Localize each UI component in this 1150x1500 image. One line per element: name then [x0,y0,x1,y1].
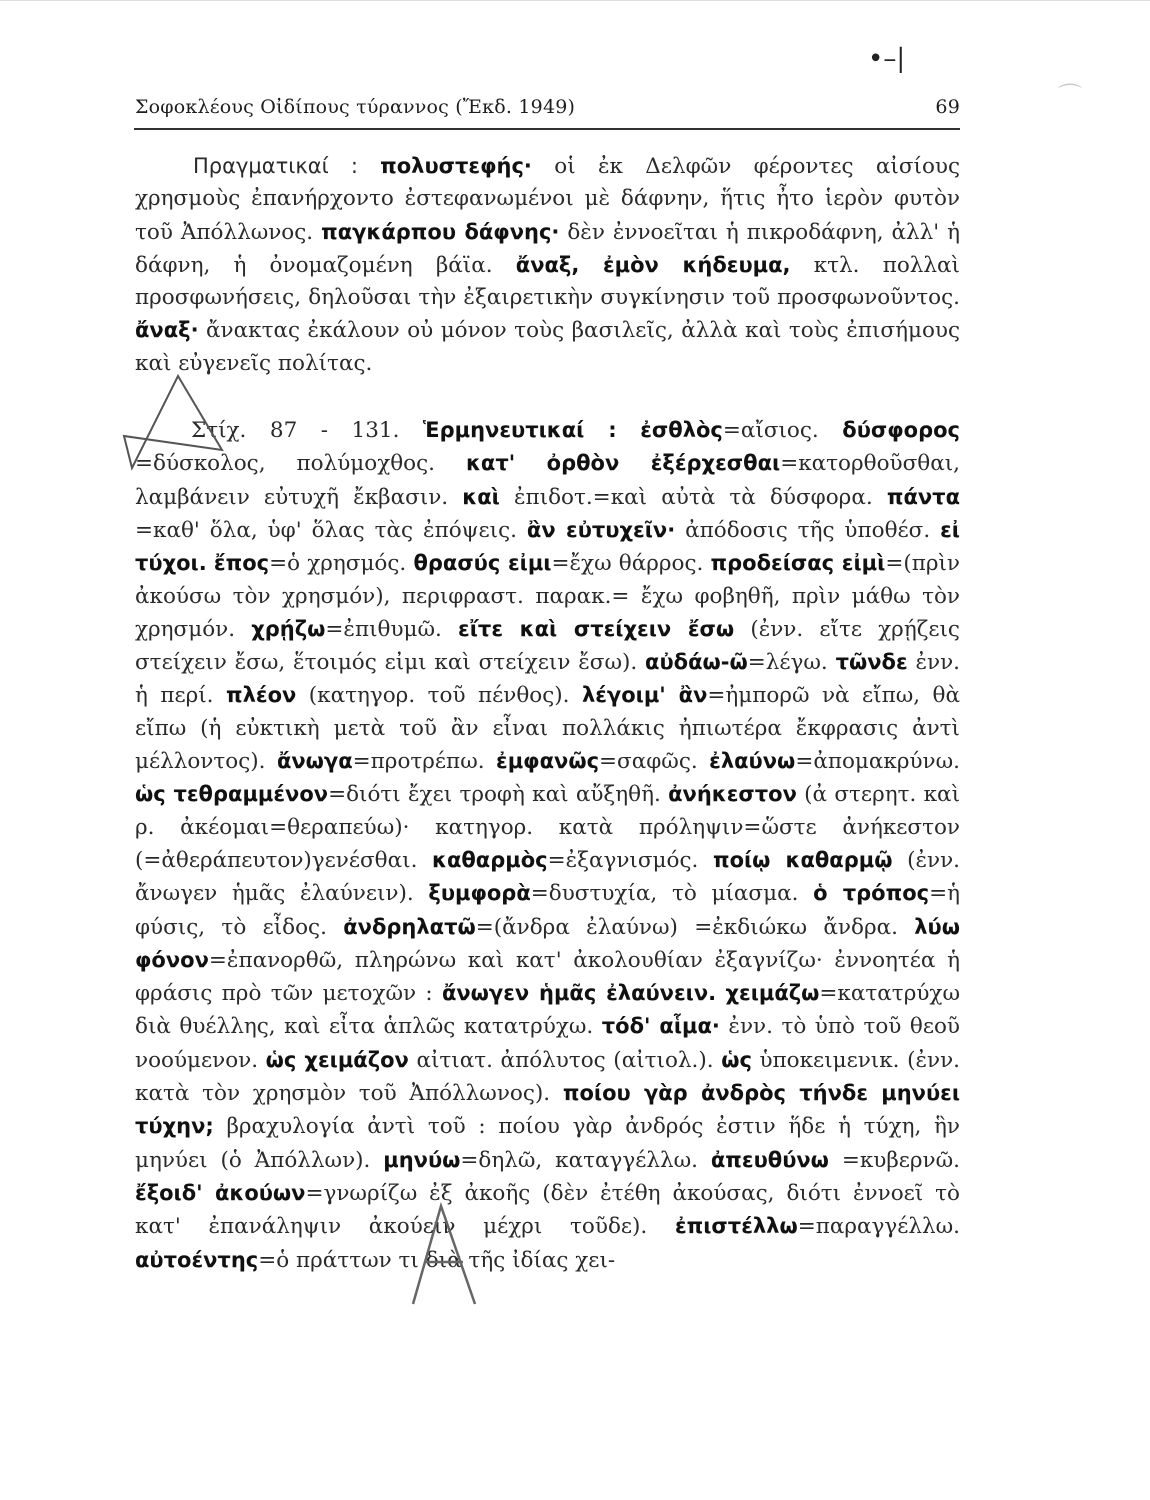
running-header [135,96,960,126]
paragraph-pragmatikai: Πραγματικαί : πολυστεφής· οἱ ἐκ Δελφῶν φέροντες αἰσίους χρησμοὺς ἐπανήρχοντο ἐστεφανωμένοι μὲ δάφνην, ἥτις ἦτο ἱερὸν φυτὸν τοῦ Ἀπόλλωνος. παγκάρπου δάφνης· δὲν ἐννοεῖται ἡ πικροδάφνη, ἀλλ' ἡ δάφνη, ἡ ὀνομαζομένη βάϊα. ἄναξ, ἐμὸν κήδευμα, κτλ. πολλαὶ προσφωνήσεις, δηλοῦσαι τὴν ἐξαιρετικὴν συγκίνησιν τοῦ προσφωνοῦντος. ἄναξ· ἄνακτας ἐκάλουν οὐ μόνον τοὺς βασιλεῖς, ἀλλὰ καὶ τοὺς ἐπισήμους καὶ εὐγενεῖς πολίτας. [135,154,960,376]
scan-edge-line [0,0,1150,1]
running-title: Σοφοκλέους Οἰδίπους τύραννος (Ἔκδ. 1949) [135,96,576,118]
pencil-mark-top: •–| [868,44,906,74]
pencil-a-mark-icon [405,1200,485,1310]
pencil-cross-mark-icon [118,372,228,472]
commentary-body [135,150,960,1277]
header-rule [134,128,960,130]
corner-smudge-icon: ⌒ [1058,82,1082,110]
page-number: 69 [935,96,960,118]
paragraph-ermineftikai: Στίχ. 87 - 131. Ἑρμηνευτικαί : ἐσθλὸς=αἴσιος. δύσφορος =δύσκολος, πολύμοχθος. κατ' ὀρθὸν ἐξέρχεσθαι=κατορθοῦσθαι, λαμβάνειν εὐτυχῆ ἔκβασιν. καὶ ἐπιδοτ.=καὶ αὐτὰ τὰ δύσφορα. πάντα =καθ' ὅλα, ὑφ' ὅλας τὰς ἐπόψεις. ἂν εὐτυχεῖν· ἀπόδοσις τῆς ὑποθέσ. εἰ τύχοι. ἔπος=ὁ χρησμός. θρασύς εἰμι=ἔχω θάρρος. προδείσας εἰμὶ=(πρὶν ἀκούσω τὸν χρησμόν), περιφραστ. παρακ.= ἔχω φοβηθῆ, πρὶν μάθω τὸν χρησμόν. χρῄζω=ἐπιθυμῶ. εἴτε καὶ στείχειν ἔσω (ἐνν. εἴτε χρῄζεις στείχειν ἔσω, ἕτοιμός εἰμι καὶ στείχειν ἔσω). αὐδάω-ῶ=λέγω. τῶνδε ἐνν. ἡ περί. πλέον (κατηγορ. τοῦ πένθος). λέγοιμ' ἂν=ἠμπορῶ νὰ εἴπω, θὰ εἴπω (ἡ εὐκτικὴ μετὰ τοῦ ἂν εἶναι πολλάκις ἠπιωτέρα ἔκφρασις ἀντὶ μέλλοντος). ἄνωγα=προτρέπω. ἐμφανῶς=σαφῶς. ἐλαύνω=ἀπομακρύνω. ὡς τεθραμμένον=διότι ἔχει τροφὴ καὶ αὔξηθῆ. ἀνήκεστον (ἀ στερητ. καὶ ρ. ἀκέομαι=θεραπεύω)· κατηγορ. κατὰ πρόληψιν=ὥστε ἀνήκεστον (=ἀθεράπευτον)γενέσθαι. καθαρμὸς=ἐξαγνισμός. ποίῳ καθαρμῷ (ἐνν. ἄνωγεν ἡμᾶς ἐλαύνειν). ξυμφορὰ=δυστυχία, τὸ μίασμα. ὁ τρόπος=ἡ φύσις, τὸ εἶδος. ἀνδρηλατῶ=(ἄνδρα ἐλαύνω) =ἐκδιώκω ἄνδρα. λύω φόνον=ἐπανορθῶ, πληρώνω καὶ κατ' ἀκολουθίαν ἐξαγνίζω· ἐννοητέα ἡ φράσις πρὸ τῶν μετοχῶν : ἄνωγεν ἡμᾶς ἐλαύνειν. χειμάζω=κατατρύχω διὰ θυέλλης, καὶ εἶτα ἁπλῶς κατατρύχω. τόδ' αἷμα· ἐνν. τὸ ὑπὸ τοῦ θεοῦ νοούμενον. ὡς χειμάζον αἰτιατ. ἀπόλυτος (αἰτιολ.). ὡς ὑποκειμενικ. (ἐνν. κατὰ τὸν χρησμὸν τοῦ Ἀπόλλωνος). ποίου γὰρ ἀνδρὸς τήνδε μηνύει τύχην; βραχυλογία ἀντὶ τοῦ : ποίου γὰρ ἀνδρός ἐστιν ἥδε ἡ τύχη, ἣν μηνύει (ὁ Ἀπόλλων). μηνύω=δηλῶ, καταγγέλλω. ἀπευθύνω =κυβερνῶ. ἔξοιδ' ἀκούων=γνωρίζω ἐξ ἀκοῆς (δὲν ἐτέθη ἀκούσας, διότι ἐννοεῖ τὸ κατ' ἐπανάληψιν ἀκούειν μέχρι τοῦδε). ἐπιστέλλω=παραγγέλλω. αὐτοέντης=ὁ πράττων τι διὰ τῆς ἰδίας χει- [135,418,961,1273]
